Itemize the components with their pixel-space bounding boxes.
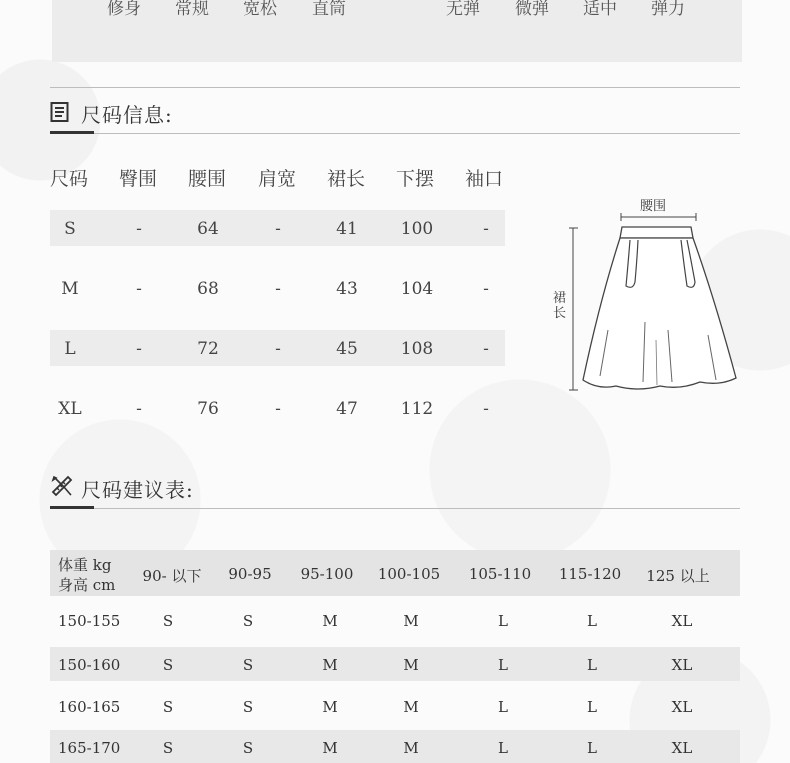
weight-header: 125 以上: [646, 567, 710, 585]
table-cell: -: [136, 219, 142, 239]
size-cell: L: [498, 739, 508, 757]
size-cell: M: [322, 698, 338, 716]
size-cell: S: [162, 698, 174, 716]
ruler-pencil-icon: [50, 474, 74, 498]
weight-unit-label: 体重 kg: [58, 556, 112, 574]
size-cell: L: [587, 739, 597, 757]
length-label: [553, 291, 566, 321]
table-cell: 43: [336, 279, 358, 299]
header-size: 尺码: [50, 168, 89, 190]
weight-header: 115-120: [558, 565, 622, 583]
size-cell: XL: [671, 612, 693, 630]
size-cell: S: [242, 698, 254, 716]
size-info-title: 尺码信息:: [81, 103, 173, 127]
size-cell: M: [322, 739, 338, 757]
size-cell: XL: [671, 698, 693, 716]
size-cell: L: [587, 612, 597, 630]
header-waist: 腰围: [188, 168, 227, 190]
size-suggest-title: 尺码建议表:: [81, 478, 194, 502]
table-cell: -: [483, 219, 489, 239]
size-cell: M: [403, 612, 419, 630]
size-cell: L: [587, 698, 597, 716]
weight-header: 95-100: [300, 565, 354, 583]
skirt-diagram: [550, 190, 750, 400]
header-shoulder: 肩宽: [258, 168, 297, 190]
size-cell: XL: [671, 739, 693, 757]
table-cell: -: [483, 279, 489, 299]
height-cell: 160-165: [58, 698, 121, 716]
table-cell: 47: [336, 399, 358, 419]
size-cell: S: [242, 612, 254, 630]
table-cell: L: [64, 339, 76, 359]
table-cell: 108: [400, 339, 434, 359]
table-cell: -: [483, 339, 489, 359]
height-cell: 150-160: [58, 656, 121, 674]
table-cell: 104: [400, 279, 434, 299]
weight-header: 90-95: [228, 565, 272, 583]
weight-header: 100-105: [377, 565, 441, 583]
size-cell: S: [242, 656, 254, 674]
weight-header: 105-110: [468, 565, 532, 583]
size-cell: S: [162, 739, 174, 757]
table-cell: -: [275, 279, 281, 299]
fit-label-regular: 常规: [175, 0, 209, 19]
length-label-char: 裙: [553, 291, 567, 306]
size-cell: M: [403, 656, 419, 674]
size-cell: S: [162, 656, 174, 674]
height-unit-label: 身高 cm: [58, 576, 116, 594]
table-cell: 41: [336, 219, 358, 239]
table-cell: -: [483, 399, 489, 419]
table-cell: -: [275, 219, 281, 239]
elastic-label-stretch: 弹力: [651, 0, 685, 19]
table-cell: 112: [400, 399, 434, 419]
section-divider: [50, 508, 740, 509]
table-cell: 100: [400, 219, 434, 239]
table-cell: 72: [197, 339, 219, 359]
fit-label-slim: 修身: [107, 0, 141, 19]
size-cell: S: [162, 612, 174, 630]
size-cell: XL: [671, 656, 693, 674]
height-cell: 165-170: [58, 739, 121, 757]
corner-cell: [58, 555, 115, 595]
size-cell: M: [322, 612, 338, 630]
table-cell: 45: [336, 339, 358, 359]
header-cuff: 袖口: [465, 168, 504, 190]
fit-label-loose: 宽松: [243, 0, 277, 19]
size-cell: M: [322, 656, 338, 674]
table-cell: 64: [197, 219, 219, 239]
table-cell: M: [61, 279, 79, 299]
table-cell: S: [64, 219, 76, 239]
fit-elasticity-panel: [52, 0, 742, 62]
elastic-label-slight: 微弹: [515, 0, 549, 19]
table-cell: -: [275, 339, 281, 359]
table-cell: 68: [197, 279, 219, 299]
waist-label: 腰围: [640, 199, 667, 214]
table-cell: -: [136, 399, 142, 419]
size-cell: S: [242, 739, 254, 757]
size-cell: L: [587, 656, 597, 674]
clipboard-icon: [50, 101, 70, 123]
size-cell: L: [498, 656, 508, 674]
table-cell: -: [275, 399, 281, 419]
section-accent-bar: [50, 506, 94, 509]
weight-header: 90- 以下: [142, 567, 202, 585]
elastic-label-none: 无弹: [446, 0, 480, 19]
elastic-label-medium: 适中: [583, 0, 617, 19]
table-cell: 76: [197, 399, 219, 419]
section-divider: [50, 133, 740, 134]
header-hem: 下摆: [396, 168, 435, 190]
size-cell: L: [498, 612, 508, 630]
table-cell: XL: [58, 399, 82, 419]
fit-label-straight: 直筒: [312, 0, 346, 19]
size-cell: M: [403, 698, 419, 716]
header-hip: 臀围: [119, 168, 158, 190]
size-cell: M: [403, 739, 419, 757]
table-cell: -: [136, 279, 142, 299]
divider: [50, 87, 740, 88]
height-cell: 150-155: [58, 612, 121, 630]
header-skirt-length: 裙长: [327, 168, 366, 190]
length-label-char: 长: [553, 306, 567, 321]
table-cell: -: [136, 339, 142, 359]
size-cell: L: [498, 698, 508, 716]
section-accent-bar: [50, 131, 94, 134]
